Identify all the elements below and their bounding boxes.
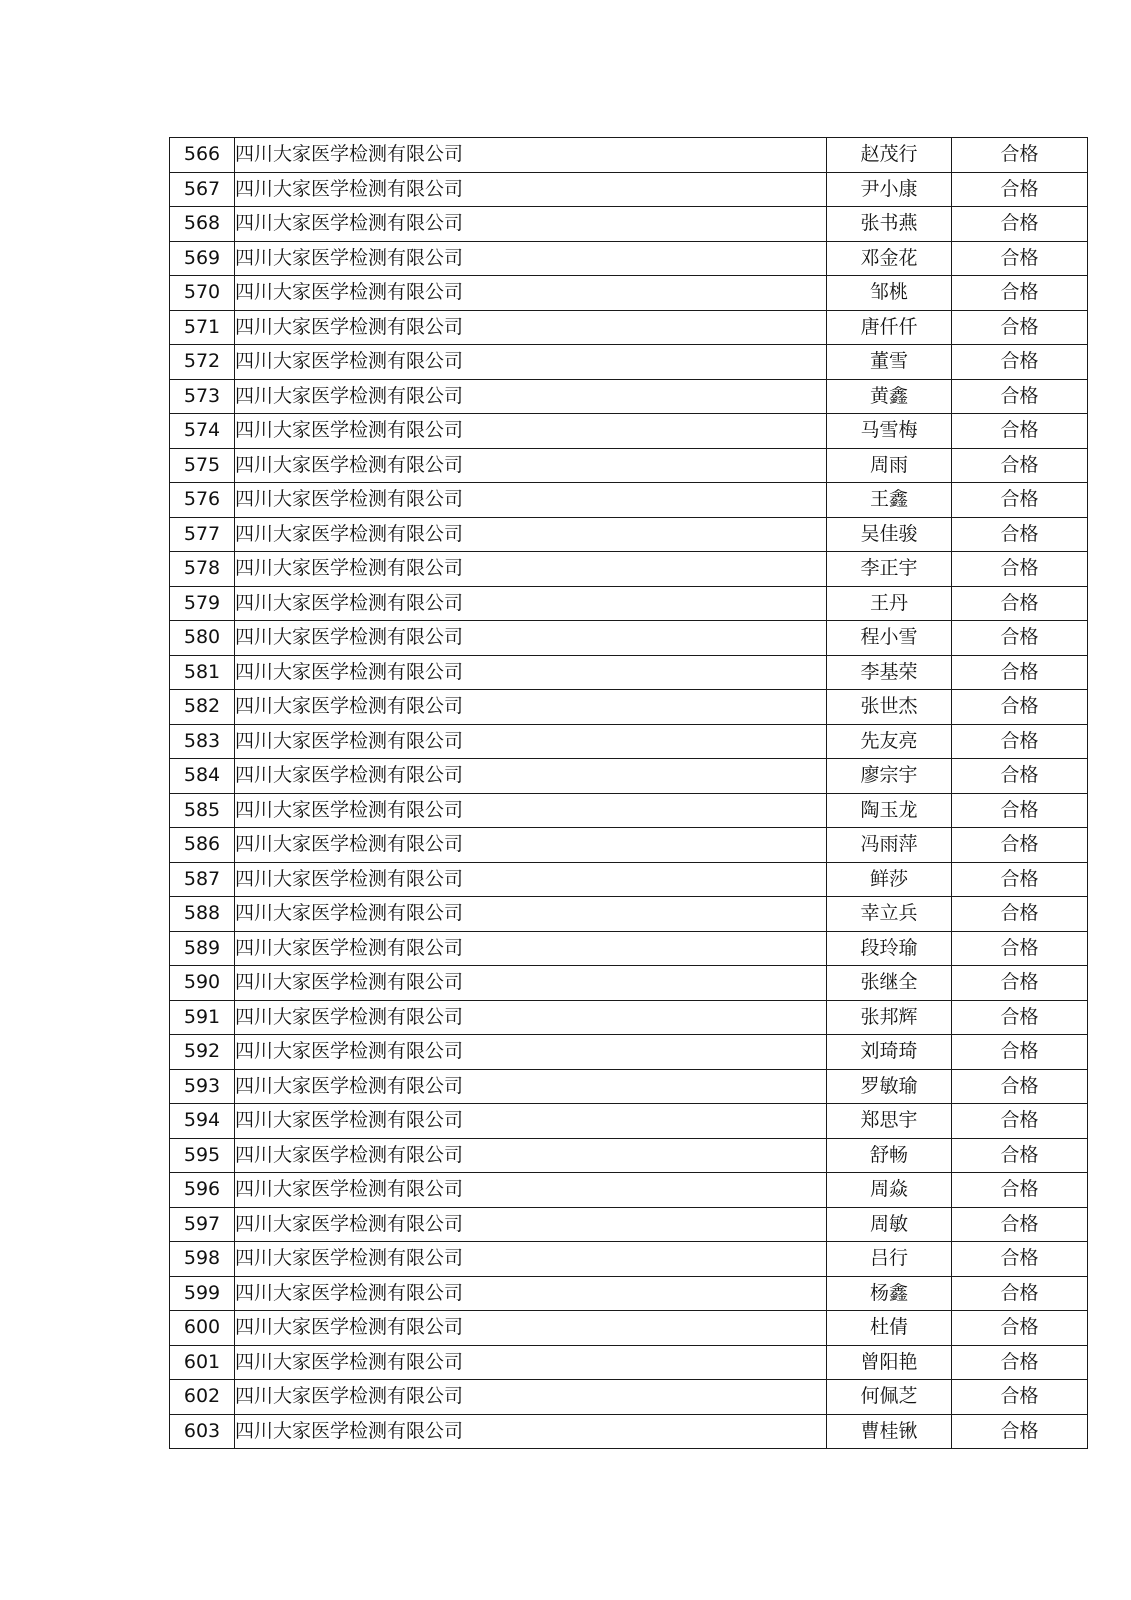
result-cell: 合格 [952, 1311, 1088, 1346]
organization-cell: 四川大家医学检测有限公司 [235, 241, 827, 276]
person-name-cell: 曾阳艳 [827, 1345, 952, 1380]
table-row [170, 724, 1088, 759]
serial-number-cell: 595 [170, 1138, 235, 1173]
table-row [170, 931, 1088, 966]
results-table [169, 137, 1088, 1449]
person-name-cell: 冯雨萍 [827, 828, 952, 863]
organization-cell: 四川大家医学检测有限公司 [235, 1138, 827, 1173]
result-cell: 合格 [952, 1207, 1088, 1242]
table-row [170, 1242, 1088, 1277]
serial-number-cell: 572 [170, 345, 235, 380]
table-row [170, 1173, 1088, 1208]
serial-number-cell: 579 [170, 586, 235, 621]
serial-number-cell: 600 [170, 1311, 235, 1346]
table-row [170, 310, 1088, 345]
serial-number-cell: 567 [170, 172, 235, 207]
serial-number-cell: 573 [170, 379, 235, 414]
person-name-cell: 杜倩 [827, 1311, 952, 1346]
serial-number-cell: 602 [170, 1380, 235, 1415]
serial-number-cell: 586 [170, 828, 235, 863]
table-row [170, 1207, 1088, 1242]
person-name-cell: 邓金花 [827, 241, 952, 276]
table-row [170, 276, 1088, 311]
serial-number-cell: 591 [170, 1000, 235, 1035]
organization-cell: 四川大家医学检测有限公司 [235, 897, 827, 932]
organization-cell: 四川大家医学检测有限公司 [235, 172, 827, 207]
person-name-cell: 舒畅 [827, 1138, 952, 1173]
organization-cell: 四川大家医学检测有限公司 [235, 448, 827, 483]
person-name-cell: 王丹 [827, 586, 952, 621]
results-table-body [170, 138, 1088, 1449]
result-cell: 合格 [952, 966, 1088, 1001]
table-row [170, 207, 1088, 242]
organization-cell: 四川大家医学检测有限公司 [235, 1276, 827, 1311]
result-cell: 合格 [952, 793, 1088, 828]
person-name-cell: 黄鑫 [827, 379, 952, 414]
table-row [170, 138, 1088, 173]
organization-cell: 四川大家医学检测有限公司 [235, 586, 827, 621]
table-row [170, 552, 1088, 587]
organization-cell: 四川大家医学检测有限公司 [235, 1104, 827, 1139]
result-cell: 合格 [952, 759, 1088, 794]
person-name-cell: 段玲瑜 [827, 931, 952, 966]
table-row [170, 172, 1088, 207]
organization-cell: 四川大家医学检测有限公司 [235, 345, 827, 380]
serial-number-cell: 582 [170, 690, 235, 725]
result-cell: 合格 [952, 241, 1088, 276]
person-name-cell: 先友亮 [827, 724, 952, 759]
serial-number-cell: 597 [170, 1207, 235, 1242]
organization-cell: 四川大家医学检测有限公司 [235, 379, 827, 414]
serial-number-cell: 590 [170, 966, 235, 1001]
serial-number-cell: 583 [170, 724, 235, 759]
serial-number-cell: 568 [170, 207, 235, 242]
table-row [170, 966, 1088, 1001]
table-row [170, 379, 1088, 414]
serial-number-cell: 589 [170, 931, 235, 966]
person-name-cell: 周雨 [827, 448, 952, 483]
organization-cell: 四川大家医学检测有限公司 [235, 517, 827, 552]
table-row [170, 448, 1088, 483]
person-name-cell: 董雪 [827, 345, 952, 380]
serial-number-cell: 570 [170, 276, 235, 311]
table-row [170, 690, 1088, 725]
result-cell: 合格 [952, 345, 1088, 380]
result-cell: 合格 [952, 1345, 1088, 1380]
table-row [170, 1104, 1088, 1139]
result-cell: 合格 [952, 276, 1088, 311]
organization-cell: 四川大家医学检测有限公司 [235, 1311, 827, 1346]
person-name-cell: 邹桃 [827, 276, 952, 311]
serial-number-cell: 566 [170, 138, 235, 173]
result-cell: 合格 [952, 621, 1088, 656]
table-row [170, 1311, 1088, 1346]
table-row [170, 241, 1088, 276]
serial-number-cell: 587 [170, 862, 235, 897]
organization-cell: 四川大家医学检测有限公司 [235, 793, 827, 828]
serial-number-cell: 571 [170, 310, 235, 345]
person-name-cell: 张世杰 [827, 690, 952, 725]
organization-cell: 四川大家医学检测有限公司 [235, 828, 827, 863]
serial-number-cell: 598 [170, 1242, 235, 1277]
result-cell: 合格 [952, 517, 1088, 552]
table-row [170, 828, 1088, 863]
table-row [170, 1069, 1088, 1104]
result-cell: 合格 [952, 724, 1088, 759]
organization-cell: 四川大家医学检测有限公司 [235, 724, 827, 759]
person-name-cell: 王鑫 [827, 483, 952, 518]
result-cell: 合格 [952, 1138, 1088, 1173]
organization-cell: 四川大家医学检测有限公司 [235, 759, 827, 794]
person-name-cell: 赵茂行 [827, 138, 952, 173]
table-row [170, 655, 1088, 690]
person-name-cell: 唐仟仟 [827, 310, 952, 345]
organization-cell: 四川大家医学检测有限公司 [235, 1345, 827, 1380]
serial-number-cell: 578 [170, 552, 235, 587]
person-name-cell: 周焱 [827, 1173, 952, 1208]
table-row [170, 1276, 1088, 1311]
table-row [170, 862, 1088, 897]
organization-cell: 四川大家医学检测有限公司 [235, 414, 827, 449]
serial-number-cell: 592 [170, 1035, 235, 1070]
serial-number-cell: 580 [170, 621, 235, 656]
table-row [170, 345, 1088, 380]
table-row [170, 621, 1088, 656]
organization-cell: 四川大家医学检测有限公司 [235, 1380, 827, 1415]
person-name-cell: 罗敏瑜 [827, 1069, 952, 1104]
person-name-cell: 曹桂锹 [827, 1414, 952, 1449]
person-name-cell: 李正宇 [827, 552, 952, 587]
result-cell: 合格 [952, 1104, 1088, 1139]
person-name-cell: 张继全 [827, 966, 952, 1001]
organization-cell: 四川大家医学检测有限公司 [235, 862, 827, 897]
table-row [170, 759, 1088, 794]
person-name-cell: 杨鑫 [827, 1276, 952, 1311]
serial-number-cell: 584 [170, 759, 235, 794]
serial-number-cell: 574 [170, 414, 235, 449]
serial-number-cell: 588 [170, 897, 235, 932]
table-row [170, 483, 1088, 518]
result-cell: 合格 [952, 552, 1088, 587]
table-row [170, 1380, 1088, 1415]
serial-number-cell: 577 [170, 517, 235, 552]
organization-cell: 四川大家医学检测有限公司 [235, 1414, 827, 1449]
serial-number-cell: 575 [170, 448, 235, 483]
serial-number-cell: 581 [170, 655, 235, 690]
serial-number-cell: 599 [170, 1276, 235, 1311]
result-cell: 合格 [952, 379, 1088, 414]
person-name-cell: 廖宗宇 [827, 759, 952, 794]
person-name-cell: 陶玉龙 [827, 793, 952, 828]
result-cell: 合格 [952, 483, 1088, 518]
person-name-cell: 刘琦琦 [827, 1035, 952, 1070]
result-cell: 合格 [952, 138, 1088, 173]
result-cell: 合格 [952, 862, 1088, 897]
serial-number-cell: 603 [170, 1414, 235, 1449]
result-cell: 合格 [952, 690, 1088, 725]
person-name-cell: 吕行 [827, 1242, 952, 1277]
table-row [170, 793, 1088, 828]
result-cell: 合格 [952, 586, 1088, 621]
table-row [170, 1414, 1088, 1449]
serial-number-cell: 594 [170, 1104, 235, 1139]
organization-cell: 四川大家医学检测有限公司 [235, 138, 827, 173]
organization-cell: 四川大家医学检测有限公司 [235, 1242, 827, 1277]
organization-cell: 四川大家医学检测有限公司 [235, 1000, 827, 1035]
organization-cell: 四川大家医学检测有限公司 [235, 931, 827, 966]
organization-cell: 四川大家医学检测有限公司 [235, 276, 827, 311]
result-cell: 合格 [952, 1276, 1088, 1311]
result-cell: 合格 [952, 655, 1088, 690]
person-name-cell: 幸立兵 [827, 897, 952, 932]
organization-cell: 四川大家医学检测有限公司 [235, 1207, 827, 1242]
person-name-cell: 吴佳骏 [827, 517, 952, 552]
organization-cell: 四川大家医学检测有限公司 [235, 690, 827, 725]
person-name-cell: 何佩芝 [827, 1380, 952, 1415]
organization-cell: 四川大家医学检测有限公司 [235, 1069, 827, 1104]
serial-number-cell: 593 [170, 1069, 235, 1104]
result-cell: 合格 [952, 1414, 1088, 1449]
serial-number-cell: 596 [170, 1173, 235, 1208]
person-name-cell: 李基荣 [827, 655, 952, 690]
person-name-cell: 张邦辉 [827, 1000, 952, 1035]
result-cell: 合格 [952, 448, 1088, 483]
result-cell: 合格 [952, 1242, 1088, 1277]
table-row [170, 517, 1088, 552]
table-row [170, 586, 1088, 621]
result-cell: 合格 [952, 897, 1088, 932]
organization-cell: 四川大家医学检测有限公司 [235, 966, 827, 1001]
organization-cell: 四川大家医学检测有限公司 [235, 1035, 827, 1070]
table-row [170, 897, 1088, 932]
result-cell: 合格 [952, 1035, 1088, 1070]
organization-cell: 四川大家医学检测有限公司 [235, 552, 827, 587]
result-cell: 合格 [952, 828, 1088, 863]
organization-cell: 四川大家医学检测有限公司 [235, 207, 827, 242]
organization-cell: 四川大家医学检测有限公司 [235, 483, 827, 518]
person-name-cell: 马雪梅 [827, 414, 952, 449]
table-row [170, 1345, 1088, 1380]
table-row [170, 414, 1088, 449]
person-name-cell: 郑思宇 [827, 1104, 952, 1139]
person-name-cell: 鲜莎 [827, 862, 952, 897]
result-cell: 合格 [952, 1380, 1088, 1415]
result-cell: 合格 [952, 310, 1088, 345]
organization-cell: 四川大家医学检测有限公司 [235, 621, 827, 656]
result-cell: 合格 [952, 1069, 1088, 1104]
organization-cell: 四川大家医学检测有限公司 [235, 655, 827, 690]
table-row [170, 1000, 1088, 1035]
serial-number-cell: 585 [170, 793, 235, 828]
result-cell: 合格 [952, 172, 1088, 207]
serial-number-cell: 601 [170, 1345, 235, 1380]
result-cell: 合格 [952, 931, 1088, 966]
organization-cell: 四川大家医学检测有限公司 [235, 310, 827, 345]
serial-number-cell: 576 [170, 483, 235, 518]
table-row [170, 1138, 1088, 1173]
result-cell: 合格 [952, 1000, 1088, 1035]
person-name-cell: 周敏 [827, 1207, 952, 1242]
result-cell: 合格 [952, 1173, 1088, 1208]
person-name-cell: 尹小康 [827, 172, 952, 207]
result-cell: 合格 [952, 207, 1088, 242]
person-name-cell: 程小雪 [827, 621, 952, 656]
serial-number-cell: 569 [170, 241, 235, 276]
person-name-cell: 张书燕 [827, 207, 952, 242]
result-cell: 合格 [952, 414, 1088, 449]
table-row [170, 1035, 1088, 1070]
organization-cell: 四川大家医学检测有限公司 [235, 1173, 827, 1208]
